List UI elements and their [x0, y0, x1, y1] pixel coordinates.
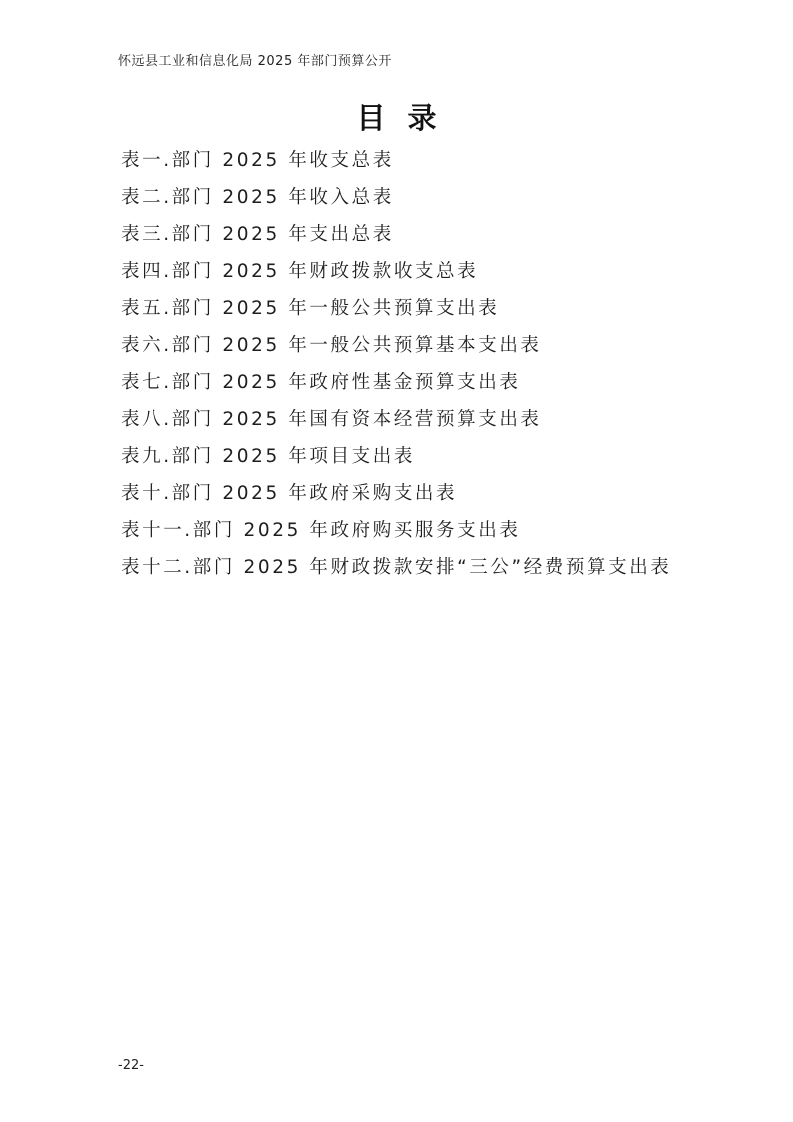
toc-item-5: 表五.部门 2025 年一般公共预算支出表 — [121, 298, 500, 319]
toc-item-2: 表二.部门 2025 年收入总表 — [121, 187, 394, 208]
toc-item-10: 表十.部门 2025 年政府采购支出表 — [121, 483, 458, 504]
toc-item-4: 表四.部门 2025 年财政拨款收支总表 — [121, 261, 479, 282]
toc-item-6: 表六.部门 2025 年一般公共预算基本支出表 — [121, 335, 542, 356]
toc-item-12: 表十二.部门 2025 年财政拨款安排“三公”经费预算支出表 — [121, 557, 672, 578]
toc-item-8: 表八.部门 2025 年国有资本经营预算支出表 — [121, 409, 542, 430]
toc-item-11: 表十一.部门 2025 年政府购买服务支出表 — [121, 520, 521, 541]
toc-title: 目录 — [356, 101, 459, 135]
toc-item-7: 表七.部门 2025 年政府性基金预算支出表 — [121, 372, 521, 393]
page-number: -22- — [118, 1058, 144, 1073]
running-header: 怀远县工业和信息化局 2025 年部门预算公开 — [118, 54, 392, 69]
toc-list — [121, 142, 681, 586]
toc-item-3: 表三.部门 2025 年支出总表 — [121, 224, 394, 245]
toc-item-9: 表九.部门 2025 年项目支出表 — [121, 446, 415, 467]
toc-item-1: 表一.部门 2025 年收支总表 — [121, 150, 394, 171]
